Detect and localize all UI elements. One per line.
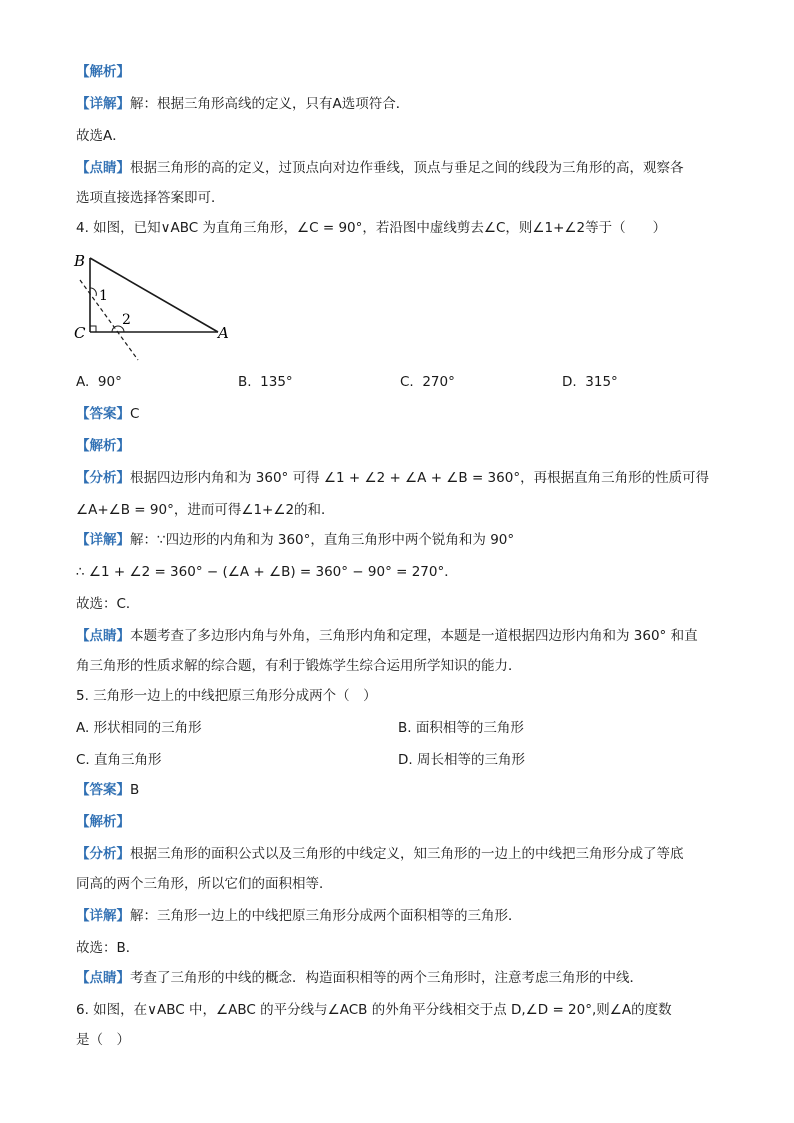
option-text: 直角三角形 [94, 752, 162, 768]
q5-detail-text: 解：三角形一边上的中线把原三角形分成两个面积相等的三角形． [130, 908, 522, 924]
option-letter: C. [76, 752, 90, 768]
q5-detail [76, 906, 522, 926]
option-letter: D. [398, 752, 413, 768]
q4-fenxi-line1: 根据四边形内角和为 360° 可得 ∠1 + ∠2 + ∠A + ∠B = 360°，再根据直角三角形的性质可得 [130, 470, 710, 486]
q5-comment [76, 968, 643, 988]
q5-option-c[interactable] [76, 750, 162, 770]
q6-stem-line2: 是（ ） [76, 1032, 130, 1048]
q3-choose: 故选A． [76, 128, 126, 144]
q3-detail-tag: 【详解】 [76, 96, 130, 112]
q5-analysis-tag: 【解析】 [76, 814, 130, 830]
q4-choose: 故选：C． [76, 596, 140, 612]
q4-fenxi [76, 468, 709, 488]
label-a: A [218, 324, 229, 342]
option-text: 周长相等的三角形 [416, 752, 525, 768]
q5-answer-value: B [130, 782, 140, 798]
q5-option-b[interactable] [398, 718, 524, 738]
q5-answer [76, 780, 139, 800]
label-c: C [74, 324, 86, 342]
q4-detail-line2: ∴ ∠1 + ∠2 = 360° − (∠A + ∠B) = 360° − 90° = 270°． [76, 564, 458, 580]
q4-option-d[interactable] [562, 372, 618, 392]
label-b: B [74, 252, 86, 270]
q4-answer-tag: 【答案】 [76, 406, 130, 422]
q3-analysis-tag: 【解析】 [76, 64, 130, 80]
q4-comment-line2: 角三角形的性质求解的综合题，有利于锻炼学生综合运用所学知识的能力． [76, 658, 522, 674]
q4-fenxi-tag: 【分析】 [76, 470, 130, 486]
option-letter: B. [398, 720, 412, 736]
q3-comment-line1: 根据三角形的高的定义，过顶点向对边作垂线，顶点与垂足之间的线段为三角形的高，观察各 [130, 160, 684, 176]
q3-comment-tag: 【点睛】 [76, 160, 130, 176]
q5-choose: 故选：B． [76, 940, 140, 956]
q4-detail-line1: 解：∵四边形的内角和为 360°，直角三角形中两个锐角和为 90° [130, 532, 515, 548]
q6-stem-line1: 6. 如图，在∨ABC 中，∠ABC 的平分线与∠ACB 的外角平分线相交于点 D,∠D = 20°,则∠A的度数 [76, 1002, 672, 1018]
q4-option-c[interactable] [400, 372, 455, 392]
option-letter: C. [400, 374, 414, 390]
q5-option-a[interactable] [76, 718, 202, 738]
q4-detail [76, 530, 514, 550]
q4-comment [76, 626, 698, 646]
q4-stem: 4. 如图，已知∨ABC 为直角三角形，∠C = 90°，若沿图中虚线剪去∠C，则∠1+∠2等于（ ） [76, 220, 667, 236]
option-text: 135° [260, 374, 293, 390]
option-letter: A. [76, 374, 90, 390]
option-text: 270° [422, 374, 455, 390]
q4-analysis-tag: 【解析】 [76, 438, 130, 454]
q5-answer-tag: 【答案】 [76, 782, 130, 798]
q3-detail [76, 94, 409, 114]
option-text: 形状相同的三角形 [93, 720, 202, 736]
q5-fenxi-line1: 根据三角形的面积公式以及三角形的中线定义，知三角形的一边上的中线把三角形分成了等底 [130, 846, 684, 862]
q4-option-a[interactable] [76, 372, 122, 392]
q5-fenxi-line2: 同高的两个三角形，所以它们的面积相等． [76, 876, 333, 892]
q4-option-b[interactable] [238, 372, 293, 392]
label-angle2: 2 [122, 312, 131, 328]
q4-fenxi-line2: ∠A+∠B = 90°，进而可得∠1+∠2的和． [76, 502, 335, 518]
option-text: 面积相等的三角形 [415, 720, 524, 736]
q5-comment-tag: 【点睛】 [76, 970, 130, 986]
q5-fenxi [76, 844, 684, 864]
q4-comment-tag: 【点睛】 [76, 628, 130, 644]
option-text: 90° [97, 374, 122, 390]
q4-comment-line1: 本题考查了多边形内角与外角，三角形内角和定理，本题是一道根据四边形内角和为 360° 和直 [130, 628, 698, 644]
q5-fenxi-tag: 【分析】 [76, 846, 130, 862]
q4-triangle-figure [66, 246, 246, 366]
q4-answer [76, 404, 139, 424]
option-letter: D. [562, 374, 577, 390]
q5-option-d[interactable] [398, 750, 525, 770]
q4-detail-tag: 【详解】 [76, 532, 130, 548]
right-angle-mark [90, 326, 96, 332]
q3-comment [76, 158, 684, 178]
q3-detail-text: 解：根据三角形高线的定义，只有A选项符合． [130, 96, 410, 112]
q5-comment-text: 考查了三角形的中线的概念．构造面积相等的两个三角形时，注意考虑三角形的中线． [130, 970, 643, 986]
angle1-arc [90, 288, 96, 296]
option-text: 315° [585, 374, 618, 390]
q3-comment-line2: 选项直接选择答案即可． [76, 190, 225, 206]
option-letter: A. [76, 720, 90, 736]
q4-answer-value: C [130, 406, 140, 422]
option-letter: B. [238, 374, 252, 390]
q5-detail-tag: 【详解】 [76, 908, 130, 924]
label-angle1: 1 [99, 288, 108, 304]
q5-stem: 5. 三角形一边上的中线把原三角形分成两个（ ） [76, 688, 377, 704]
